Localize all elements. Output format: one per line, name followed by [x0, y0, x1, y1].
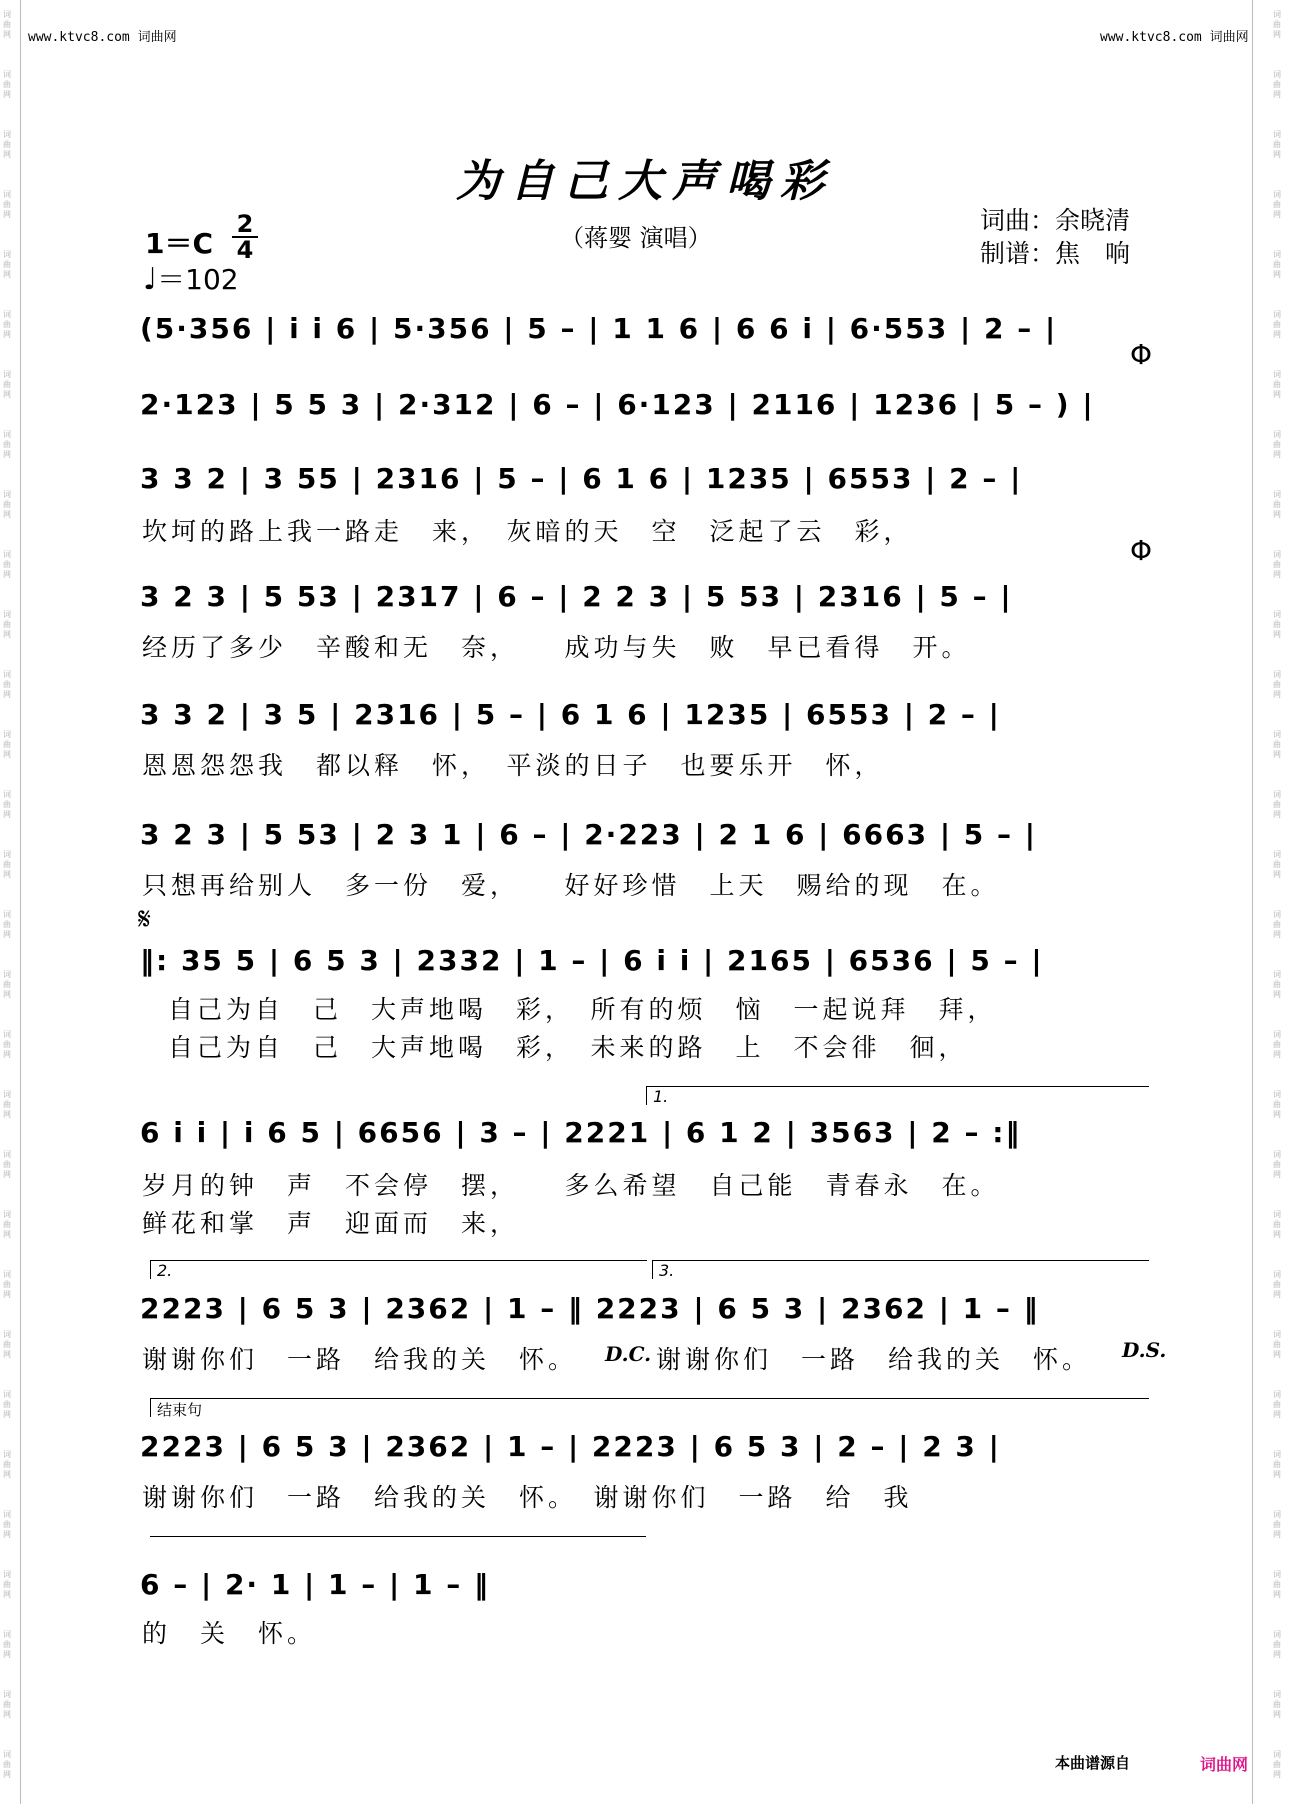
side-watermark-text: 词曲网: [3, 430, 11, 459]
side-watermark-text: 词曲网: [3, 370, 11, 399]
tempo-marking: [143, 258, 239, 298]
score-row: 6 – | 2· 1 | 1 – | 1 – ‖: [140, 1568, 490, 1601]
side-watermark-text: 词曲网: [1273, 910, 1281, 939]
score-row: 2·123 | 5 5 3 | 2·312 | 6 – | 6·123 | 2116 | 1236 | 5 – ) |: [140, 388, 1095, 421]
coda-icon: Φ: [1130, 338, 1153, 371]
dc-marking: D.C.: [605, 1342, 652, 1366]
side-watermark-text: 词曲网: [1273, 550, 1281, 579]
side-watermark-text: 词曲网: [1273, 310, 1281, 339]
side-watermark-text: 词曲网: [1273, 430, 1281, 459]
side-watermark-text: 词曲网: [1273, 1690, 1281, 1719]
ending-bracket: [150, 1536, 646, 1541]
side-watermark-text: 词曲网: [1273, 1210, 1281, 1239]
score-row: 2223 | 6 5 3 | 2362 | 1 – | 2223 | 6 5 3 | 2 – | 2 3 |: [140, 1430, 1001, 1463]
score-row: ‖: 35 5 | 6 5 3 | 2332 | 1 – | 6 i i | 2165 | 6536 | 5 – |: [140, 944, 1044, 977]
side-watermark-text: 词曲网: [1273, 1330, 1281, 1359]
lyric-line: 自己为自 己 大声地喝 彩， 未来的路 上 不会徘 徊，: [168, 1033, 968, 1062]
side-watermark-text: 词曲网: [3, 1510, 11, 1539]
side-watermark-text: 词曲网: [3, 1390, 11, 1419]
side-watermark-text: 词曲网: [1273, 850, 1281, 879]
score-row: 3 2 3 | 5 53 | 2 3 1 | 6 – | 2·223 | 2 1 6 | 6663 | 5 – |: [140, 818, 1038, 851]
volta-1: 1.: [646, 1086, 1149, 1105]
side-watermark-text: 词曲网: [3, 1090, 11, 1119]
side-watermark-text: 词曲网: [3, 70, 11, 99]
side-watermark-text: 词曲网: [3, 10, 11, 39]
side-watermark-text: 词曲网: [3, 670, 11, 699]
arranger: 制谱：焦 响: [980, 239, 1131, 268]
lyric-line: 谢谢你们 一路 给我的关 怀。: [656, 1345, 1092, 1374]
score-row: 3 3 2 | 3 5 | 2316 | 5 – | 6 1 6 | 1235 | 6553 | 2 – |: [140, 698, 1001, 731]
side-watermark-text: 词曲网: [1273, 670, 1281, 699]
lyric-line: 自己为自 己 大声地喝 彩， 所有的烦 恼 一起说拜 拜，: [168, 995, 997, 1024]
credits: [980, 204, 1130, 270]
side-watermark-text: 词曲网: [3, 970, 11, 999]
lyric-line: 鲜花和掌 声 迎面而 来，: [142, 1209, 520, 1238]
side-watermark-text: 词曲网: [1273, 1090, 1281, 1119]
coda-icon: Φ: [1130, 534, 1153, 567]
side-watermark-text: 词曲网: [1273, 1450, 1281, 1479]
score-row: 3 2 3 | 5 53 | 2317 | 6 – | 2 2 3 | 5 53 | 2316 | 5 – |: [140, 580, 1013, 613]
footer-source: 本曲谱源自: [1055, 1754, 1131, 1772]
lyric-line: 坎坷的路上我一路走 来， 灰暗的天 空 泛起了云 彩，: [142, 517, 913, 546]
side-watermark-text: 词曲网: [3, 730, 11, 759]
side-watermark-text: 词曲网: [3, 1210, 11, 1239]
ds-marking: D.S.: [1122, 1338, 1167, 1362]
side-watermark-text: 词曲网: [1273, 1510, 1281, 1539]
song-title: 为自己大声喝彩: [456, 156, 834, 207]
side-watermark-text: 词曲网: [1273, 190, 1281, 219]
time-signature-top: 2: [232, 212, 258, 238]
lyric-line: 只想再给别人 多一份 爱， 好好珍惜 上天 赐给的现 在。: [142, 871, 1000, 900]
side-watermark-text: 词曲网: [1273, 730, 1281, 759]
watermark-left: www.ktvc8.com 词曲网: [28, 30, 177, 45]
side-watermark-text: 词曲网: [1273, 1150, 1281, 1179]
watermark-right: www.ktvc8.com 词曲网: [1100, 30, 1249, 45]
score-row: (5·356 | i i 6 | 5·356 | 5 – | 1 1 6 | 6 6 i | 6·553 | 2 – |: [140, 312, 1058, 345]
time-signature-bottom: 4: [236, 236, 254, 264]
side-watermark-text: 词曲网: [3, 790, 11, 819]
side-watermark-text: 词曲网: [3, 610, 11, 639]
right-margin-watermark: [1270, 0, 1290, 1804]
score-row: 3 3 2 | 3 55 | 2316 | 5 – | 6 1 6 | 1235 | 6553 | 2 – |: [140, 462, 1023, 495]
side-watermark-text: 词曲网: [3, 1630, 11, 1659]
performer: （蒋婴 演唱）: [560, 224, 712, 252]
side-watermark-text: 词曲网: [1273, 1270, 1281, 1299]
volta-3: 3.: [652, 1260, 1149, 1279]
side-watermark-text: 词曲网: [1273, 1570, 1281, 1599]
quarter-note-icon: ♩: [143, 262, 158, 297]
ending-label: 结束句: [150, 1398, 1149, 1417]
segno-icon: 𝄋: [138, 902, 151, 937]
side-watermark-text: 词曲网: [1273, 1390, 1281, 1419]
side-watermark-text: 词曲网: [3, 1270, 11, 1299]
side-watermark-text: 词曲网: [1273, 370, 1281, 399]
side-watermark-text: 词曲网: [3, 910, 11, 939]
side-watermark-text: 词曲网: [3, 1570, 11, 1599]
time-signature: [232, 212, 258, 262]
footer-site-link[interactable]: 词曲网: [1200, 1755, 1249, 1774]
composer: 词曲：余晓清: [980, 206, 1131, 235]
side-watermark-text: 词曲网: [3, 490, 11, 519]
volta-2: 2.: [150, 1260, 647, 1279]
side-watermark-text: 词曲网: [1273, 790, 1281, 819]
score-row: 2223 | 6 5 3 | 2362 | 1 – ‖ 2223 | 6 5 3 | 2362 | 1 – ‖: [140, 1292, 1040, 1325]
side-watermark-text: 词曲网: [1273, 250, 1281, 279]
lyric-line: 的 关 怀。: [142, 1619, 317, 1648]
lyric-line: 岁月的钟 声 不会停 摆， 多么希望 自己能 青春永 在。: [142, 1171, 1000, 1200]
side-watermark-text: 词曲网: [1273, 1750, 1281, 1779]
left-margin-watermark: [0, 0, 20, 1804]
side-watermark-text: 词曲网: [3, 1450, 11, 1479]
side-watermark-text: 词曲网: [3, 130, 11, 159]
side-watermark-text: 词曲网: [1273, 70, 1281, 99]
side-watermark-text: 词曲网: [1273, 970, 1281, 999]
lyric-line: 恩恩怨怨我 都以释 怀， 平淡的日子 也要乐开 怀，: [142, 751, 884, 780]
side-watermark-text: 词曲网: [1273, 490, 1281, 519]
side-watermark-text: 词曲网: [3, 190, 11, 219]
tempo-value: ＝102: [157, 263, 239, 296]
key-signature: 1＝C: [145, 227, 214, 260]
side-watermark-text: 词曲网: [1273, 1630, 1281, 1659]
side-watermark-text: 词曲网: [1273, 610, 1281, 639]
side-watermark-text: 词曲网: [3, 550, 11, 579]
lyric-line: 经历了多少 辛酸和无 奈， 成功与失 败 早已看得 开。: [142, 633, 971, 662]
lyric-line: 谢谢你们 一路 给我的关 怀。: [142, 1345, 578, 1374]
side-watermark-text: 词曲网: [1273, 1030, 1281, 1059]
side-watermark-text: 词曲网: [3, 1750, 11, 1779]
side-watermark-text: 词曲网: [3, 310, 11, 339]
side-watermark-text: 词曲网: [3, 1030, 11, 1059]
lyric-line: 谢谢你们 一路 给我的关 怀。 谢谢你们 一路 给 我: [142, 1483, 913, 1512]
side-watermark-text: 词曲网: [3, 1330, 11, 1359]
side-watermark-text: 词曲网: [3, 250, 11, 279]
side-watermark-text: 词曲网: [1273, 10, 1281, 39]
score-row: 6 i i | i 6 5 | 6656 | 3 – | 2221 | 6 1 2 | 3563 | 2 – :‖: [140, 1116, 1022, 1149]
side-watermark-text: 词曲网: [3, 850, 11, 879]
side-watermark-text: 词曲网: [1273, 130, 1281, 159]
side-watermark-text: 词曲网: [3, 1150, 11, 1179]
side-watermark-text: 词曲网: [3, 1690, 11, 1719]
